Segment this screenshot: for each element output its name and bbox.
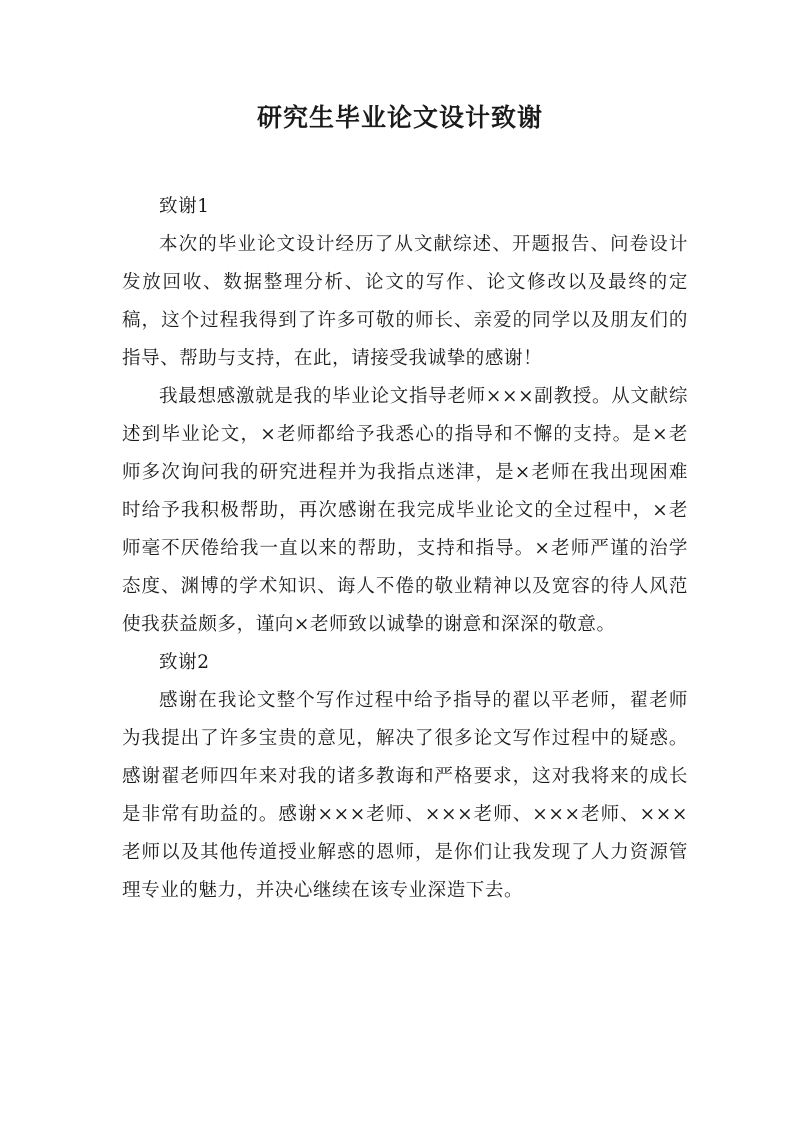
document-body — [122, 188, 688, 910]
section-heading-2: 致谢2 — [159, 652, 210, 673]
paragraph: 本次的毕业论文设计经历了从文献综述、开题报告、问卷设计发放回收、数据整理分析、论文的写作、论文修改以及最终的定稿，这个过程我得到了许多可敬的师长、亲爱的同学以及朋友们的指导、帮助与支持，在此，请接受我诚挚的感谢！ — [122, 234, 688, 369]
paragraph: 我最想感激就是我的毕业论文指导老师×××副教授。从文献综述到毕业论文，×老师都给予我悉心的指导和不懈的支持。是×老师多次询问我的研究进程并为我指点迷津，是×老师在我出现困难时给予我积极帮助，再次感谢在我完成毕业论文的全过程中，×老师毫不厌倦给我一直以来的帮助，支持和指导。×老师严谨的治学态度、渊博的学术知识、诲人不倦的敬业精神以及宽容的待人风范使我获益颇多，谨向×老师致以诚挚的谢意和深深的敬意。 — [122, 386, 688, 635]
paragraph: 感谢在我论文整个写作过程中给予指导的翟以平老师，翟老师为我提出了许多宝贵的意见，解决了很多论文写作过程中的疑惑。感谢翟老师四年来对我的诸多教诲和严格要求，这对我将来的成长是非常有助益的。感谢×××老师、×××老师、×××老师、×××老师以及其他传道授业解惑的恩师，是你们让我发现了人力资源管理专业的魅力，并决心继续在该专业深造下去。 — [122, 690, 688, 901]
section-heading-1: 致谢1 — [159, 196, 210, 217]
page-title: 研究生毕业论文设计致谢 — [256, 103, 543, 132]
